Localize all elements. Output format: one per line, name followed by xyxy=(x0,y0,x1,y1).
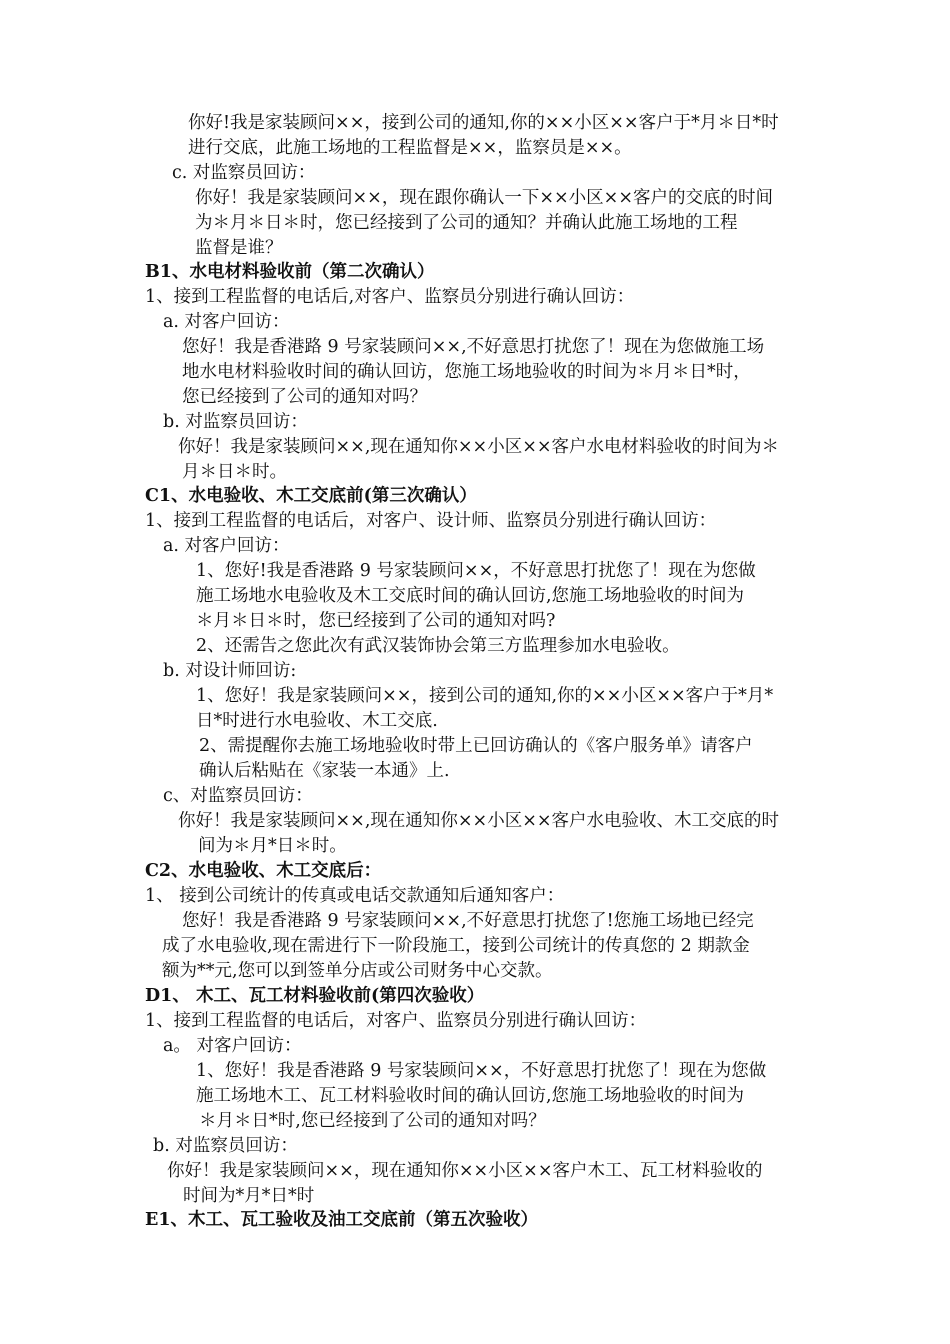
text-line: 成了水电验收,现在需进行下一阶段施工，接到公司统计的传真您的 2 期款金 xyxy=(162,936,750,956)
list-item-label: a. 对客户回访： xyxy=(163,312,290,332)
list-item-label: b. 对监察员回访： xyxy=(163,412,308,432)
text-line: 1、接到工程监督的电话后,对客户、监察员分别进行确认回访： xyxy=(145,287,635,307)
text-line: 日*时进行水电验收、木工交底. xyxy=(196,711,438,731)
list-item-label: c、对监察员回访： xyxy=(163,786,313,806)
text-line: 1、您好！我是香港路 9 号家装顾问××，不好意思打扰您了！现在为您做 xyxy=(196,1061,767,1081)
text-line: 1、您好!我是香港路 9 号家装顾问××，不好意思打扰您了！现在为您做 xyxy=(196,561,756,581)
text-line: 1、 接到公司统计的传真或电话交款通知后通知客户： xyxy=(145,886,565,906)
list-item-label: b. 对设计师回访: xyxy=(163,661,297,681)
text-line: 您已经接到了公司的通知对吗？ xyxy=(182,387,427,407)
text-line: 你好！我是家装顾问××，现在跟你确认一下××小区××客户的交底的时间 xyxy=(195,188,773,208)
text-line: 确认后粘贴在《家装一本通》上. xyxy=(199,761,450,781)
text-line: 您好！我是香港路 9 号家装顾问××,不好意思打扰您了!您施工场地已经完 xyxy=(182,911,754,931)
text-line: 你好！我是家装顾问××，现在通知你××小区××客户木工、瓦工材料验收的 xyxy=(167,1161,763,1181)
text-line: ＊月＊日*时,您已经接到了公司的通知对吗？ xyxy=(199,1111,546,1131)
text-line: ＊月＊日＊时，您已经接到了公司的通知对吗? xyxy=(196,611,556,631)
section-heading: D1、 木工、瓦工材料验收前(第四次验收） xyxy=(145,986,485,1006)
list-item-label: b. 对监察员回访： xyxy=(153,1136,298,1156)
text-line: 为＊月＊日＊时，您已经接到了公司的通知？并确认此施工场地的工程 xyxy=(195,213,738,233)
text-line: 间为＊月*日＊时。 xyxy=(198,836,347,856)
text-line: 你好!我是家装顾问××，接到公司的通知,你的××小区××客户于*月＊日*时 xyxy=(188,113,779,133)
text-line: 监督是谁？ xyxy=(195,238,283,258)
text-line: 额为**元,您可以到签单分店或公司财务中心交款。 xyxy=(162,961,553,981)
text-line: 月＊日＊时。 xyxy=(182,462,287,482)
section-heading: E1、木工、瓦工验收及油工交底前（第五次验收） xyxy=(145,1210,539,1230)
section-heading: C1、水电验收、木工交底前(第三次确认） xyxy=(145,486,477,506)
text-line: 1、您好！我是家装顾问××，接到公司的通知,你的××小区××客户于*月* xyxy=(196,686,774,706)
text-line: 你好！我是家装顾问××,现在通知你××小区××客户水电材料验收的时间为＊ xyxy=(178,437,780,457)
text-line: 2、还需告之您此次有武汉装饰协会第三方监理参加水电验收。 xyxy=(196,636,680,656)
text-line: 1、接到工程监督的电话后，对客户、设计师、监察员分别进行确认回访： xyxy=(145,511,717,531)
section-heading: C2、水电验收、木工交底后： xyxy=(145,861,382,881)
list-item-label: c. 对监察员回访： xyxy=(172,163,316,183)
list-item-label: a. 对客户回访： xyxy=(163,536,290,556)
text-line: 2、需提醒你去施工场地验收时带上已回访确认的《客户服务单》请客户 xyxy=(199,736,753,756)
text-line: 时间为*月*日*时 xyxy=(183,1186,315,1206)
list-item-label: a。 对客户回访： xyxy=(163,1036,302,1056)
text-line: 地水电材料验收时间的确认回访，您施工场地验收的时间为＊月＊日*时， xyxy=(182,362,751,382)
text-line: 施工场地木工、瓦工材料验收时间的确认回访,您施工场地验收的时间为 xyxy=(196,1086,745,1106)
text-line: 1、接到工程监督的电话后，对客户、监察员分别进行确认回访： xyxy=(145,1011,647,1031)
text-line: 施工场地水电验收及木工交底时间的确认回访,您施工场地验收的时间为 xyxy=(196,586,745,606)
text-line: 进行交底，此施工场地的工程监督是××，监察员是××。 xyxy=(188,138,632,158)
text-line: 你好！我是家装顾问××,现在通知你××小区××客户水电验收、木工交底的时 xyxy=(178,811,780,831)
text-line: 您好！我是香港路 9 号家装顾问××,不好意思打扰您了！现在为您做施工场 xyxy=(182,337,765,357)
section-heading: B1、水电材料验收前（第二次确认） xyxy=(145,262,435,282)
